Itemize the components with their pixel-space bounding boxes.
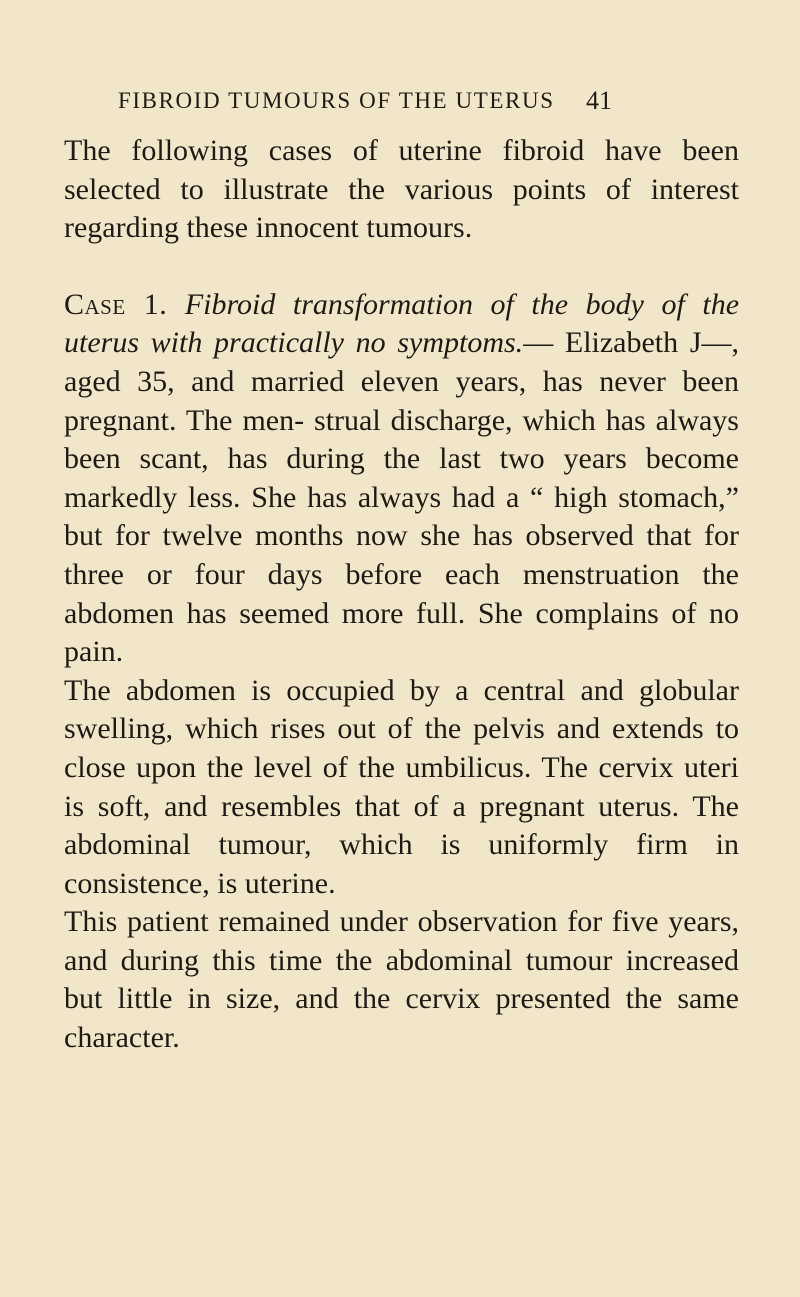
- case-label: Case 1.: [64, 287, 168, 321]
- examination-paragraph: The abdomen is occupied by a central and globular swelling, which rises out of the pelvis and extends to close upon the level of the umbilicus. The cervix uteri is soft, and resembles that of a pregnant uterus. The abdominal tumour, which is uniformly firm in consistence, is uterine.: [64, 673, 739, 900]
- case-history: — Elizabeth J—, aged 35, and married eleven years, has never been pregnant. The men- strual discharge, which has always been scant, has during the last two years become markedly less. She has always had a “ high stomach,” but for twelve months now she has observed that for three or four days before each menstruation the abdomen has seemed more full. She complains of no pain.: [64, 326, 739, 669]
- case-paragraph: [64, 286, 739, 672]
- page-number: 41: [586, 86, 612, 115]
- running-head: FIBROID TUMOURS OF THE UTERUS: [118, 88, 555, 113]
- follow-up-paragraph: This patient remained under observation for five years, and during this time the abdominal tumour increased but little in size, and the cervix presented the same character.: [64, 905, 739, 1055]
- case-title: Fibroid transformation of the body of the uterus with practically no symptoms.: [64, 287, 740, 360]
- body-text: [64, 132, 739, 1058]
- intro-paragraph: The following cases of uterine fibroid have been selected to illustrate the various points of interest regarding these innocent tumours.: [64, 134, 739, 245]
